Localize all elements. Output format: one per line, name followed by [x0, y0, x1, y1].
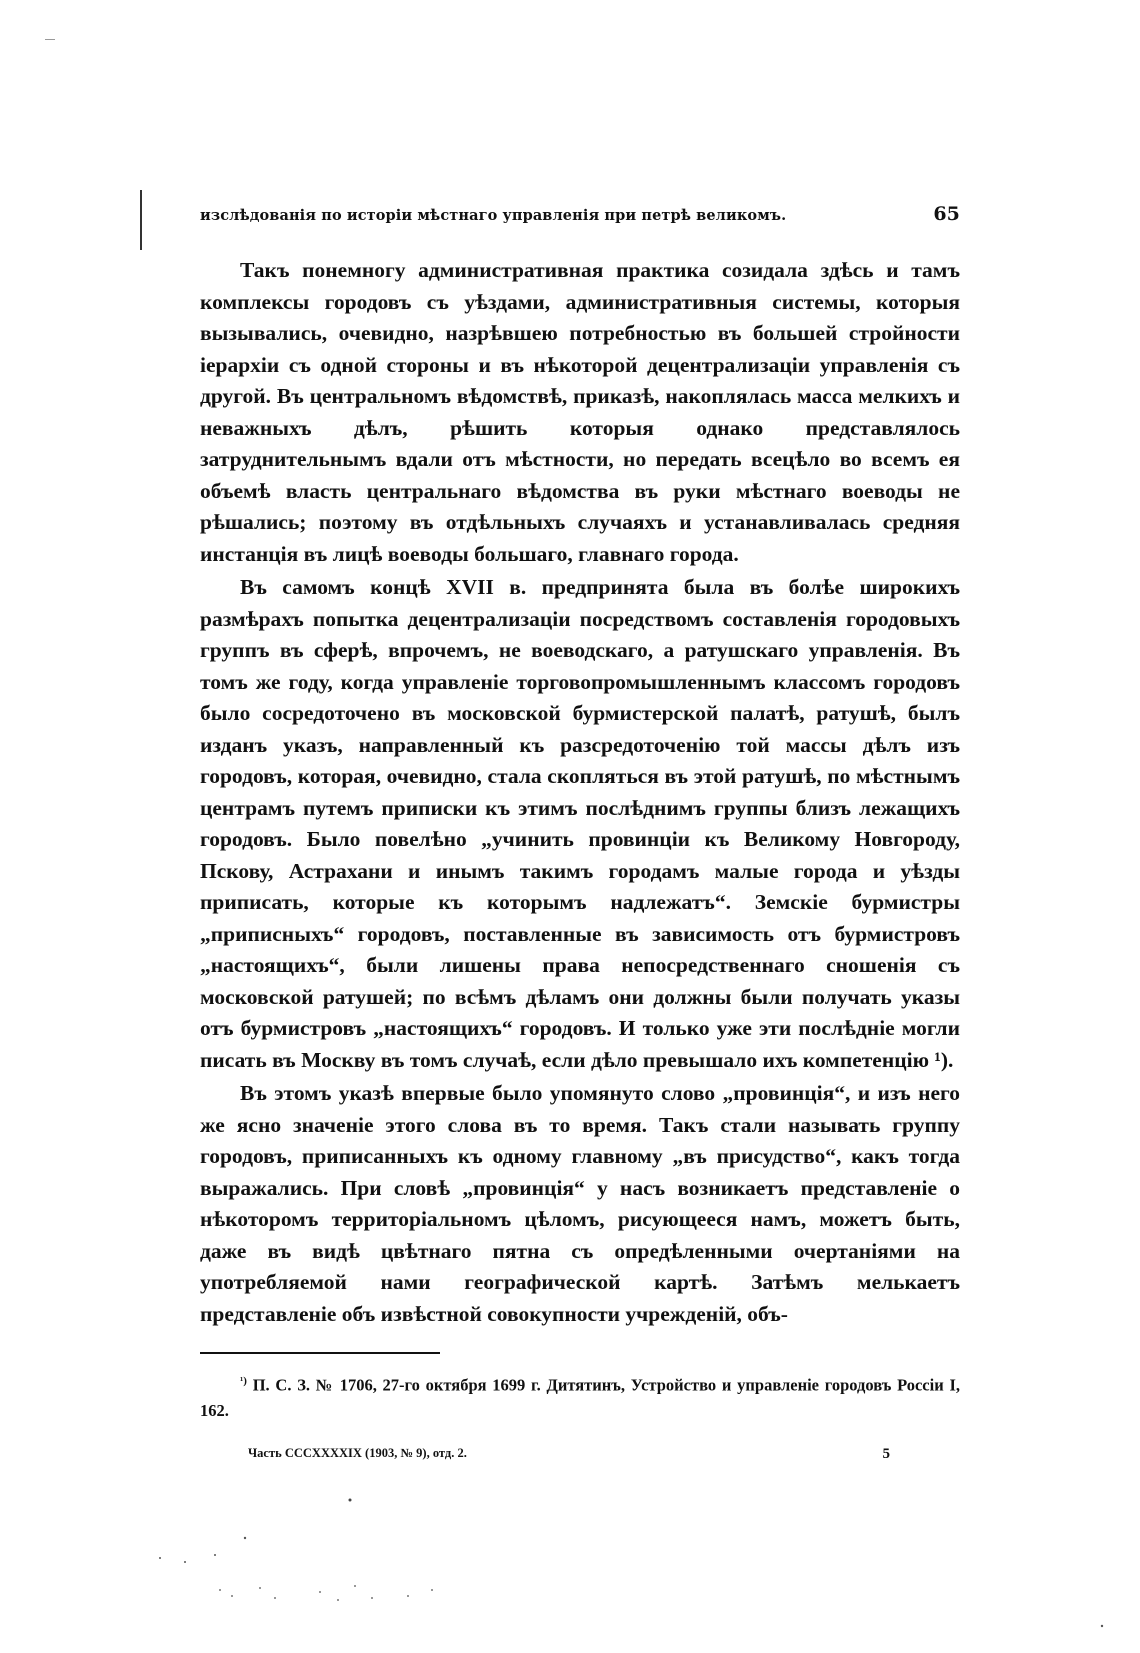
- paragraph-3: Въ этомъ указѣ впервые было упомянуто слово „провинція“, и изъ него же ясно значеніе этого слова въ то время. Такъ стали называть группу городовъ, приписанныхъ къ одному главному „въ присудство“, какъ тогда выражались. При словѣ „провинція“ у насъ возникаетъ представленіе о нѣкоторомъ территоріальномъ цѣломъ, рисующееся намъ, можетъ быть, даже въ видѣ цвѣтнаго пятна съ опредѣленными очертаніями на употребляемой нами географической картѣ. Затѣмъ мелькаетъ представленіе объ извѣстной совокупности учрежденій, объ-: [200, 1081, 960, 1326]
- signature-number: 5: [882, 1446, 890, 1462]
- footnote-text: П. С. З. № 1706, 27-го октября 1699 г. Дитятинъ, Устройство и управленіе городовъ Россіи I, 162.: [200, 1375, 961, 1420]
- page-number: 65: [933, 203, 960, 225]
- paragraph-1: Такъ понемногу административная практика созидала здѣсь и тамъ комплексы городовъ съ уѣздами, административныя системы, которыя вызывались, очевидно, назрѣвшею потребностью въ большей стройности іерархіи съ одной стороны и въ нѣкоторой децентрализаціи управленія съ другой. Въ центральномъ вѣдомствѣ, приказѣ, накоплялась масса мелкихъ и неважныхъ дѣлъ, рѣшить которыя однако представлялось затруднительнымъ вдали отъ мѣстности, но передать всецѣло во всемъ ея объемѣ власть центральнаго вѣдомства въ руки мѣстнаго воеводы не рѣшались; поэтому въ отдѣльныхъ случаяхъ и устанавливалась средняя инстанція въ лицѣ воеводы большаго, главнаго города.: [200, 258, 960, 566]
- running-title: изслѣдованія по исторіи мѣстнаго управленія при петрѣ великомъ.: [200, 207, 787, 224]
- footnote-marker: ¹): [240, 1375, 247, 1387]
- paragraph-2: Въ самомъ концѣ XVII в. предпринята была въ болѣе широкихъ размѣрахъ попытка децентрализаціи посредствомъ составленія городовыхъ группъ въ сферѣ, впрочемъ, не воеводскаго, а ратушскаго управленія. Въ томъ же году, когда управленіе торговопромышленнымъ классомъ городовъ было сосредоточено въ московской бурмистерской палатѣ, ратушѣ, былъ изданъ указъ, направленный къ разсредоточенію той массы дѣлъ изъ городовъ, которая, очевидно, стала скопляться въ этой ратушѣ, по мѣстнымъ центрамъ путемъ приписки къ этимъ послѣднимъ группы близъ лежащихъ городовъ. Было повелѣно „учинить провинціи къ Великому Новгороду, Пскову, Астрахани и инымъ такимъ городамъ малые города и уѣзды приписать, которые къ которымъ надлежатъ“. Земскіе бурмистры „приписныхъ“ городовъ, поставленные въ зависимость отъ бурмистровъ „настоящихъ“, были лишены права непосредственнаго сношенія съ московской ратушей; по всѣмъ дѣламъ они должны были получать указы отъ бурмистровъ „настоящихъ“ городовъ. И только уже эти послѣдніе могли писать въ Москву въ томъ случаѣ, если дѣло превышало ихъ компетенцію ¹).: [200, 575, 960, 1072]
- signature-text: Часть CCCXXXXIX (1903, № 9), отд. 2.: [248, 1446, 467, 1460]
